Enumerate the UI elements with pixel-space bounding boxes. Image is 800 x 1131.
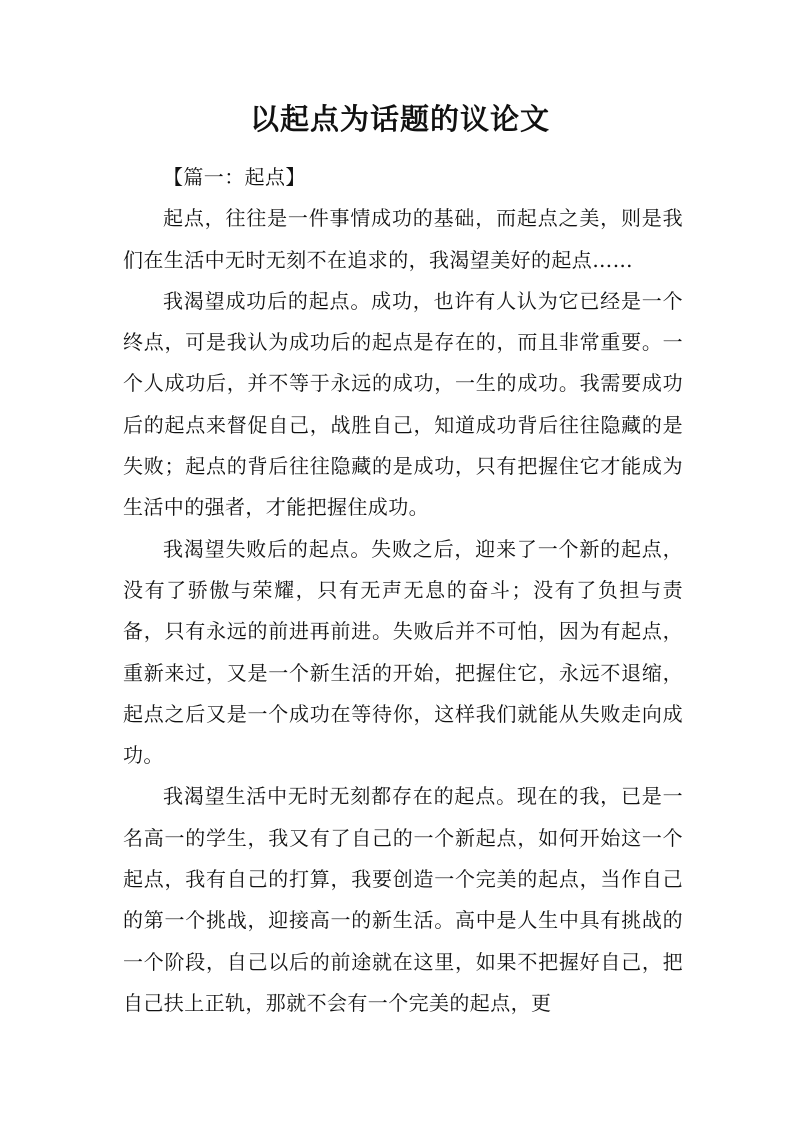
section-heading: 【篇一：起点】 [163,165,306,189]
document-title: 以起点为话题的议论文 [249,102,550,136]
paragraph-failure: 我渴望失败后的起点。失败之后，迎来了一个新的起点，没有了骄傲与荣耀，只有无声无息的奋斗；没有了负担与责备，只有永远的前进再前进。失败后并不可怕，因为有起点，重新来过，又是一个新生活的开始，把握住它，永远不退缩，起点之后又是一个成功在等待你，这样我们就能从失败走向成功。 [123,536,683,768]
paragraph-success: 我渴望成功后的起点。成功，也许有人认为它已经是一个终点，可是我认为成功后的起点是存在的，而且非常重要。一个人成功后，并不等于永远的成功，一生的成功。我需要成功后的起点来督促自己，战胜自己，知道成功背后往往隐藏的是失败；起点的背后往往隐藏的是成功，只有把握住它才能成为生活中的强者，才能把握住成功。 [123,288,683,520]
document-body [123,157,683,1024]
paragraph-life: 我渴望生活中无时无刻都存在的起点。现在的我，已是一名高一的学生，我又有了自己的一个新起点，如何开始这一个起点，我有自己的打算，我要创造一个完美的起点，当作自己的第一个挑战，迎接高一的新生活。高中是人生中具有挑战的一个阶段，自己以后的前途就在这里，如果不把握好自己，把自己扶上正轨，那就不会有一个完美的起点，更 [123,784,683,1015]
paragraph-intro: 起点，往往是一件事情成功的基础，而起点之美，则是我们在生活中无时无刻不在追求的，我渴望美好的起点…… [123,206,683,272]
